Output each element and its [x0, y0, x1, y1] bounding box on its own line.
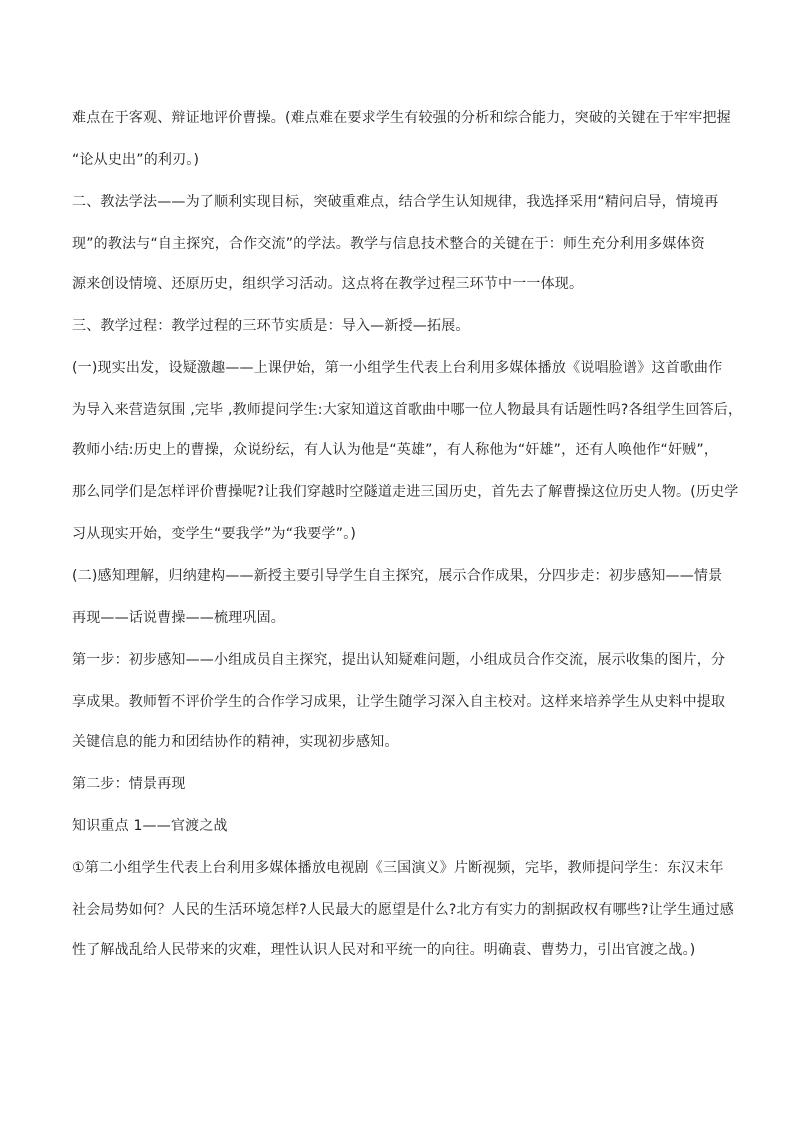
paragraph-line: 源来创设情境、还原历史，组织学习活动。这点将在教学过程三环节中一一体现。 [72, 276, 584, 292]
paragraph-line: 关键信息的能力和团结协作的精神，实现初步感知。 [72, 734, 399, 750]
paragraph-line: 享成果。教师暂不评价学生的合作学习成果，让学生随学习深入自主校对。这样来培养学生从史料中提取 [72, 694, 726, 710]
knowledge-point-heading: 知识重点 1——官渡之战 [72, 818, 228, 834]
paragraph-line: 社会局势如何？人民的生活环境怎样?人民最大的愿望是什么?北方有实力的割据政权有哪些?让学生通过感 [72, 902, 734, 918]
step-heading: 第二步：情景再现 [72, 776, 186, 792]
paragraph-line: 再现——话说曹操——梳理巩固。 [72, 610, 285, 626]
paragraph-line: 第一步：初步感知——小组成员自主探究，提出认知疑难问题，小组成员合作交流，展示收集的图片，分 [72, 652, 726, 668]
paragraph-line: (二)感知理解，归纳建构——新授主要引导学生自主探究，展示合作成果，分四步走：初步感知——情景 [72, 568, 723, 584]
section-heading-teaching-process: 三、教学过程：教学过程的三环节实质是：导入—新授—拓展。 [72, 318, 470, 334]
paragraph-line: 性了解战乱给人民带来的灾难，理性认识人民对和平统一的向往。明确袁、曹势力，引出官渡之战。) [72, 942, 696, 958]
paragraph-line: 为导入来营造氛围 ,完毕 ,教师提问学生:大家知道这首歌曲中哪一位人物最具有话题性吗?各组学生回答后， [72, 402, 743, 418]
paragraph-line: 难点在于客观、辩证地评价曹操。(难点难在要求学生有较强的分析和综合能力，突破的关键在于牢牢把握 [72, 110, 731, 126]
paragraph-line: 教师小结:历史上的曹操，众说纷纭，有人认为他是“英雄”，有人称他为“奸雄”，还有人唤他作“奸贼”， [72, 442, 719, 458]
paragraph-line: 那么同学们是怎样评价曹操呢?让我们穿越时空隧道走进三国历史，首先去了解曹操这位历史人物。(历史学 [72, 484, 739, 500]
paragraph-line: ①第二小组学生代表上台利用多媒体播放电视剧《三国演义》片断视频，完毕，教师提问学生：东汉末年 [72, 860, 724, 876]
paragraph-line: 习从现实开始，变学生“要我学”为“我要学”。) [72, 526, 357, 542]
paragraph-line: (一)现实出发，设疑激趣——上课伊始，第一小组学生代表上台利用多媒体播放《说唱脸谱》这首歌曲作 [72, 360, 723, 376]
section-heading-teaching-method: 二、教法学法——为了顺利实现目标，突破重难点，结合学生认知规律，我选择采用“精问启导，情境再 [72, 194, 719, 210]
paragraph-line: 现”的教法与“自主探究，合作交流”的学法。教学与信息技术整合的关键在于：师生充分利用多媒体资 [72, 236, 705, 252]
paragraph-line: “论从史出”的利刃。) [72, 152, 200, 168]
